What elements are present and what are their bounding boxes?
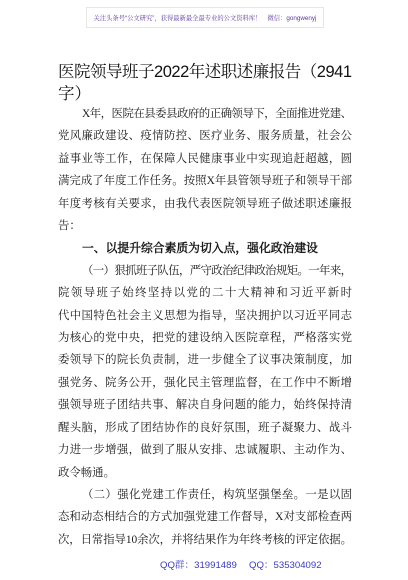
paragraph-line: X年，医院在县委县政府的正确领导下，全面推进党建、 xyxy=(82,108,352,120)
paragraph-line: （一）狠抓班子队伍，严守政治纪律政治规矩。一年来， xyxy=(82,264,352,277)
document-title-line: 医院领导班子2022年述职述廉报告（2941 xyxy=(58,63,352,81)
footer-qq: QQ：535304092 xyxy=(249,560,322,571)
paragraph-line: 态和动态相结合的方式加强党建工作督导，X对支部检查两 xyxy=(58,511,353,524)
paragraph-line: 为核心的党中央，把党的建设纳入医院章程，严格落实党 xyxy=(58,332,353,345)
section-heading: 一、以提升综合素质为切入点，强化政治建设 xyxy=(82,241,318,256)
paragraph-line: 满完成了年度工作任务。按照X年县管领导班子和领导干部 xyxy=(58,175,353,188)
paragraph-line: 强领导班子团结共事、解决自身问题的能力，始终保持清 xyxy=(58,399,353,412)
paragraph-line: 力进一步增强，做到了服从安排、忠诚履职、主动作为、 xyxy=(58,444,353,457)
paragraph-line: 醒头脑，形成了团结协作的良好氛围，班子凝聚力、战斗 xyxy=(58,421,353,434)
paragraph-line: 年度考核有关要求，由我代表医院领导班子做述职述廉报 xyxy=(58,197,353,210)
document-title-line: 字） xyxy=(58,85,91,103)
paragraph-line: 益事业等工作，在保障人民健康事业中实现追赶超越，圆 xyxy=(58,152,353,165)
paragraph-line: 代中国特色社会主义思想为指导，坚决拥护以习近平同志 xyxy=(58,309,353,322)
paragraph-line: 院领导班子始终坚持以党的二十大精神和习近平新时 xyxy=(58,287,354,300)
document-title xyxy=(58,61,352,105)
footer-qq-group: QQ群：31991489 xyxy=(160,560,237,571)
paragraph-line: 政令畅通。 xyxy=(58,466,115,479)
paragraph-line: 强党务、院务公开，强化民主管理监督，在工作中不断增 xyxy=(58,376,353,389)
paragraph-line: 党风廉政建设、疫情防控、医疗业务、服务质量，社会公 xyxy=(58,130,353,143)
document-body xyxy=(58,103,352,551)
paragraph-line: 告： xyxy=(58,220,81,233)
paragraph-line: 次，日常指导10余次，并将结果作为年终考核的评定依据。 xyxy=(58,533,352,546)
promo-banner xyxy=(86,7,324,28)
promo-notice: 关注头条号“公文研究”，获得最新最全最专业的公文资料库！ xyxy=(93,15,262,22)
wechat-id: 微信：gongwenyj xyxy=(267,15,317,22)
paragraph-line: 委领导下的院长负责制，进一步健全了议事决策制度，加 xyxy=(58,354,353,367)
paragraph-line: （二）强化党建工作责任，构筑坚强堡垒。一是以固 xyxy=(82,488,353,501)
